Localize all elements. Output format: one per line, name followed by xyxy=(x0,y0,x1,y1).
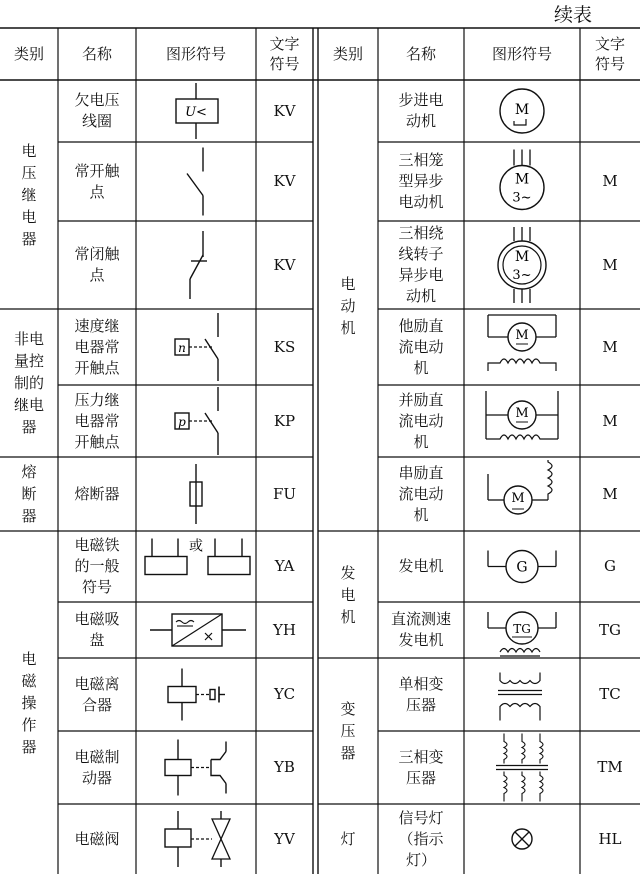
code-cell: TM xyxy=(597,758,623,776)
name-cell: 三相变 压器 xyxy=(398,747,444,787)
tachogenerator-symbol xyxy=(488,612,556,656)
category-cell: 发 电 机 xyxy=(340,563,356,626)
name-cell: 单相变 压器 xyxy=(398,674,444,714)
name-cell: 电磁离 合器 xyxy=(74,674,120,714)
code-cell: KP xyxy=(273,411,296,430)
category-cell: 熔 断 器 xyxy=(21,463,37,525)
name-cell: 速度继 电器常 开触点 xyxy=(74,316,120,377)
name-cell: 他励直 流电动 机 xyxy=(398,316,444,377)
signal-lamp-symbol xyxy=(512,829,532,849)
code-cell: TC xyxy=(599,685,621,703)
category-cell: 电 动 机 xyxy=(340,274,356,337)
fuse-symbol xyxy=(190,464,202,524)
page-title: 续表 xyxy=(553,4,592,26)
magnetic-brake-symbol xyxy=(165,740,226,796)
code-cell: HL xyxy=(598,829,622,848)
coil-label: U< xyxy=(185,105,207,120)
name-cell: 电磁吸 盘 xyxy=(74,610,120,649)
code-cell: KV xyxy=(273,255,296,274)
squirrel-cage-motor-symbol xyxy=(500,150,544,210)
column-header: 文字 符号 xyxy=(269,35,300,73)
code-cell: KV xyxy=(273,101,296,120)
three-phase-transformer-symbol xyxy=(496,734,548,802)
magnetic-chuck-symbol xyxy=(150,614,246,646)
code-cell: YA xyxy=(274,557,295,575)
name-cell: 三相绕 线转子 异步电 动机 xyxy=(398,224,444,305)
name-cell: 电磁制 动器 xyxy=(74,747,120,787)
generator-symbol xyxy=(488,551,556,583)
code-cell: M xyxy=(602,337,618,356)
speed-relay-contact-symbol xyxy=(175,313,218,381)
electromagnet-symbol xyxy=(145,539,250,575)
name-cell: 电磁阀 xyxy=(74,829,120,848)
category-cell: 电 压 继 电 器 xyxy=(21,141,37,248)
name-cell: 熔断器 xyxy=(74,484,120,503)
name-cell: 信号灯 （指示 灯） xyxy=(398,808,444,869)
shunt-dc-motor-symbol xyxy=(486,391,558,439)
code-cell: YB xyxy=(274,758,295,776)
phase-label: 3~ xyxy=(512,190,532,206)
tacho-label: TG xyxy=(513,622,531,636)
name-cell: 发电机 xyxy=(398,557,444,575)
code-cell: M xyxy=(602,172,618,190)
magnetic-clutch-symbol xyxy=(168,669,225,721)
category-cell: 电 磁 操 作 器 xyxy=(21,649,37,756)
code-cell: KS xyxy=(273,337,296,356)
code-cell: M xyxy=(602,484,618,503)
motor-label: M xyxy=(515,406,529,421)
code-cell: FU xyxy=(272,484,297,503)
column-header: 图形符号 xyxy=(165,45,226,63)
motor-label: M xyxy=(515,328,529,343)
column-header: 文字 符号 xyxy=(594,35,625,73)
code-cell: YC xyxy=(273,685,296,703)
column-header: 类别 xyxy=(332,45,363,63)
generator-label: G xyxy=(516,559,528,576)
column-header: 名称 xyxy=(81,45,112,63)
code-cell: M xyxy=(602,411,618,430)
code-cell: M xyxy=(602,255,618,274)
normally-open-contact-symbol xyxy=(187,148,203,216)
name-cell: 压力继 电器常 开触点 xyxy=(74,390,120,451)
code-cell: YH xyxy=(273,620,296,639)
name-cell: 常开触 点 xyxy=(74,161,120,201)
column-header: 名称 xyxy=(405,45,436,63)
name-cell: 串励直 流电动 机 xyxy=(398,463,444,524)
phase-label: 3~ xyxy=(512,268,532,283)
category-cell: 灯 xyxy=(340,830,356,848)
or-label: 或 xyxy=(189,538,203,555)
normally-closed-contact-symbol xyxy=(190,231,207,299)
name-cell: 电磁铁 的一般 符号 xyxy=(74,536,120,596)
column-header: 类别 xyxy=(13,45,44,63)
speed-label: n xyxy=(178,341,186,355)
pressure-relay-contact-symbol xyxy=(175,387,218,455)
wound-rotor-motor-symbol xyxy=(498,227,546,303)
separately-excited-dc-motor-symbol xyxy=(488,315,556,371)
code-cell: G xyxy=(604,557,616,575)
column-header: 图形符号 xyxy=(491,45,552,63)
code-cell: TG xyxy=(599,620,621,639)
category-cell: 变 压 器 xyxy=(340,700,356,762)
motor-label: M xyxy=(514,249,530,265)
motor-label: M xyxy=(514,102,530,118)
code-cell xyxy=(580,80,640,142)
undervoltage-coil-symbol xyxy=(176,83,218,139)
motor-label: M xyxy=(514,171,530,188)
category-cell: 非电 量控 制的 继电 器 xyxy=(13,330,44,436)
motor-label: M xyxy=(511,491,525,506)
solenoid-valve-symbol xyxy=(165,811,230,867)
series-dc-motor-symbol xyxy=(488,460,552,514)
name-cell: 欠电压 线圈 xyxy=(74,91,120,130)
single-phase-transformer-symbol xyxy=(498,673,542,721)
code-cell: KV xyxy=(273,172,296,190)
name-cell: 直流测速 发电机 xyxy=(390,610,451,649)
name-cell: 步进电 动机 xyxy=(398,91,444,130)
pressure-label: p xyxy=(178,415,186,429)
code-cell: YV xyxy=(274,829,295,848)
name-cell: 并励直 流电动 机 xyxy=(398,390,444,451)
name-cell: 三相笼 型异步 电动机 xyxy=(398,151,444,211)
name-cell: 常闭触 点 xyxy=(74,245,120,284)
stepper-motor-symbol xyxy=(500,89,544,133)
